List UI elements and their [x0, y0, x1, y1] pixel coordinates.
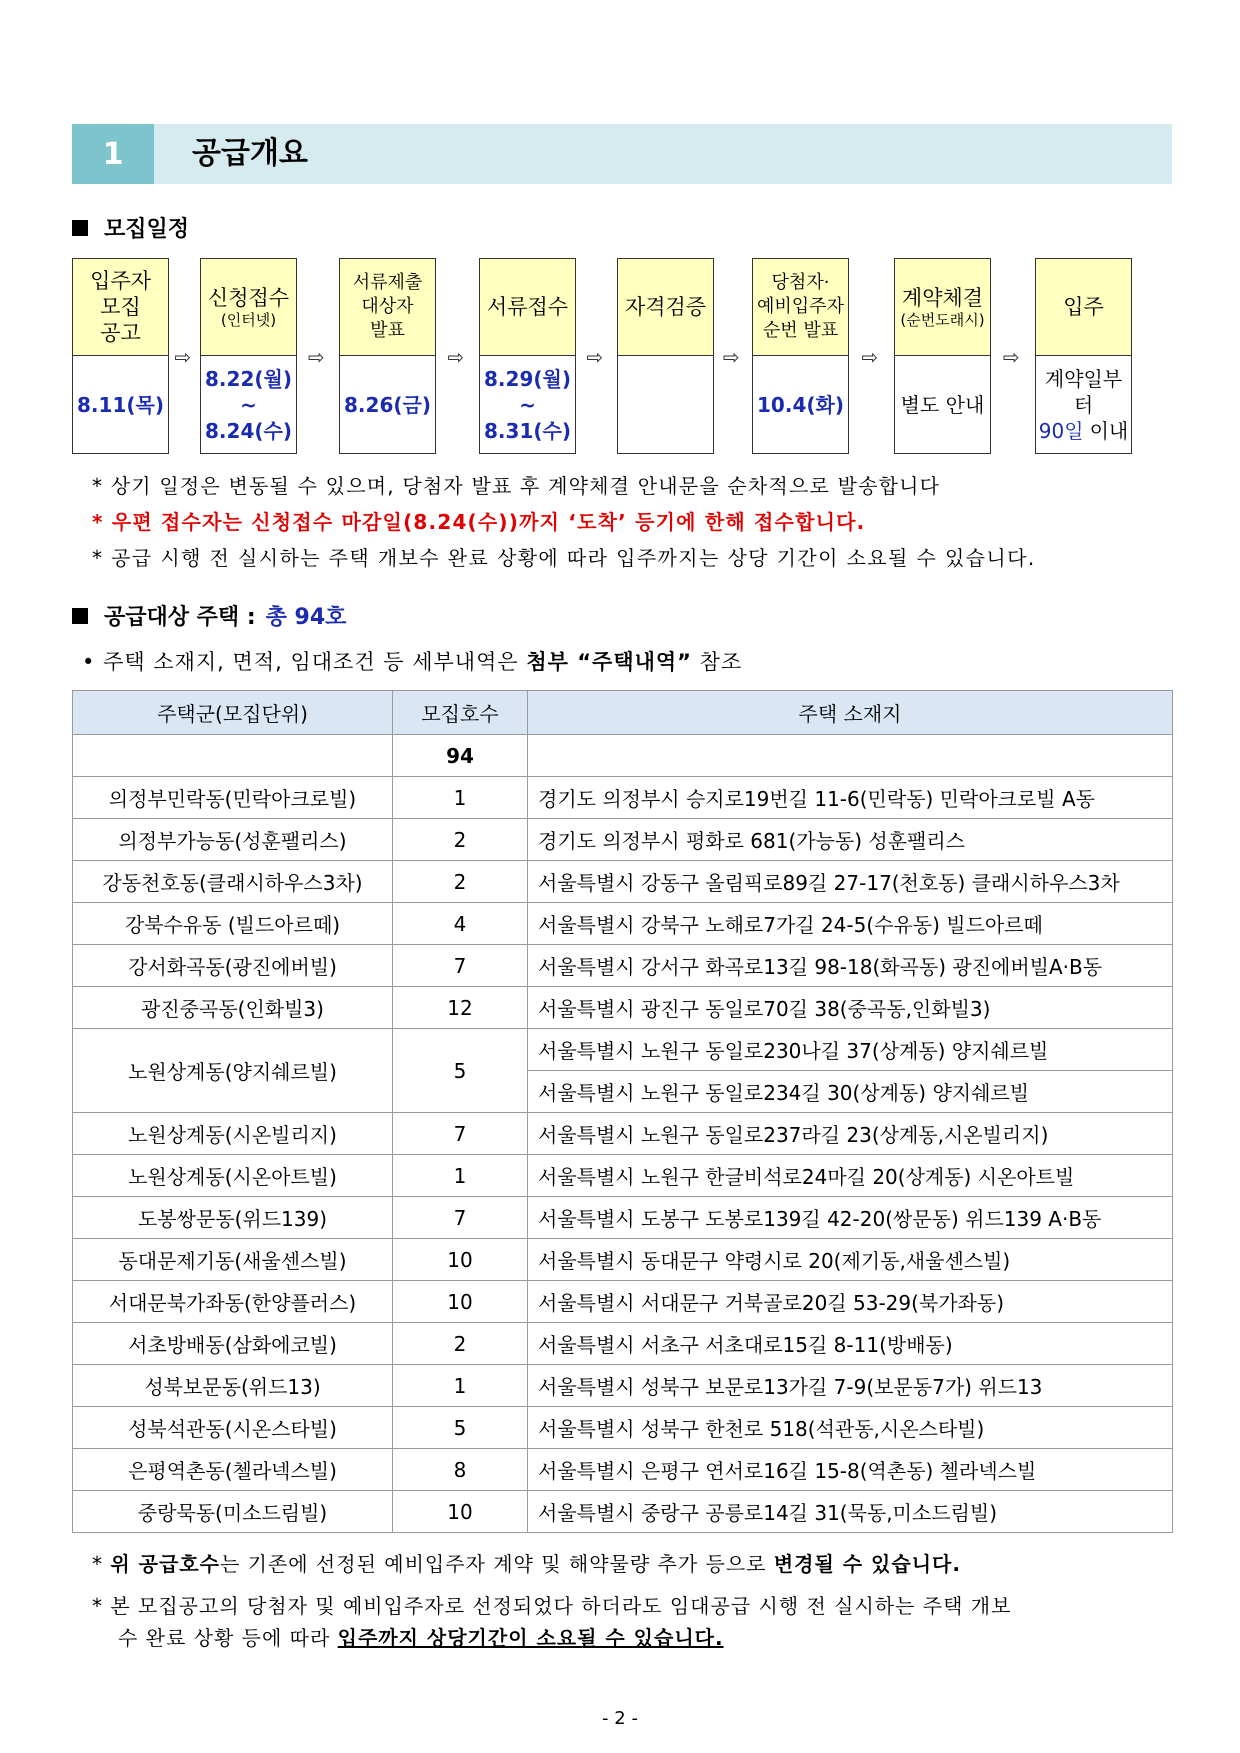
footnote-2: * 본 모집공고의 당첨자 및 예비입주자로 선정되었다 하더라도 임대공급 시행 전 실시하는 주택 개보 수 완료 상황 등에 따라 입주까지 상당기간이 소요될 수 있습니다. — [92, 1594, 1012, 1650]
schedule-step-6 — [752, 258, 849, 454]
step-date: 계약일부터 90일 이내 — [1038, 367, 1129, 443]
step-title: 입주자 모집 공고 — [73, 259, 168, 356]
table-row — [73, 1155, 1173, 1197]
table-row — [73, 1281, 1173, 1323]
address: 서울특별시 강서구 화곡로13길 98-18(화곡동) 광진에버빌A·B동 — [528, 945, 1173, 987]
unit-count: 10 — [393, 1239, 528, 1281]
address: 경기도 의정부시 평화로 681(가능동) 성훈팰리스 — [528, 819, 1173, 861]
supply-table — [72, 690, 1173, 1533]
schedule-note-1: * 상기 일정은 변동될 수 있으며, 당첨자 발표 후 계약체결 안내문을 순차적으로 발송합니다 — [92, 474, 941, 498]
address: 서울특별시 광진구 동일로70길 38(중곡동,인화빌3) — [528, 987, 1173, 1029]
total-count: 94 — [393, 735, 528, 777]
address: 서울특별시 노원구 동일로234길 30(상계동) 양지쉐르빌 — [528, 1071, 1173, 1113]
table-row — [73, 945, 1173, 987]
square-bullet-icon — [72, 220, 88, 236]
housing-group: 성북보문동(위드13) — [73, 1365, 393, 1407]
schedule-step-3 — [339, 258, 436, 454]
address: 서울특별시 서대문구 거북골로20길 53-29(북가좌동) — [528, 1281, 1173, 1323]
housing-group: 광진중곡동(인화빌3) — [73, 987, 393, 1029]
square-bullet-icon — [72, 608, 88, 624]
table-row — [73, 903, 1173, 945]
arrow-right-icon: ⇨ — [174, 345, 192, 369]
table-row — [73, 1113, 1173, 1155]
step-title: 입주 — [1036, 259, 1131, 356]
housing-group: 노원상계동(양지쉐르빌) — [73, 1029, 393, 1113]
table-body — [73, 735, 1173, 1533]
arrow-right-icon: ⇨ — [723, 345, 740, 369]
schedule-heading: 모집일정 — [72, 212, 189, 243]
page-number: - 2 - — [602, 1708, 638, 1729]
unit-count: 7 — [393, 1113, 528, 1155]
table-row — [73, 987, 1173, 1029]
footnote-1: * 위 공급호수는 기존에 선정된 예비입주자 계약 및 해약물량 추가 등으로 변경될 수 있습니다. — [92, 1552, 961, 1576]
step-date: 8.22(월) ~ 8.24(수) — [205, 367, 292, 443]
step-title: 자격검증 — [618, 259, 713, 356]
unit-count: 5 — [393, 1407, 528, 1449]
address: 서울특별시 노원구 동일로230나길 37(상계동) 양지쉐르빌 — [528, 1029, 1173, 1071]
housing-group: 노원상계동(시온빌리지) — [73, 1113, 393, 1155]
table-row — [73, 1407, 1173, 1449]
arrow-right-icon: ⇨ — [1003, 345, 1020, 369]
housing-group: 의정부민락동(민락아크로빌) — [73, 777, 393, 819]
table-row — [73, 1323, 1173, 1365]
housing-group: 서초방배동(삼화에코빌) — [73, 1323, 393, 1365]
step-title: 당첨자· 예비입주자 순번 발표 — [753, 259, 848, 356]
unit-count: 12 — [393, 987, 528, 1029]
housing-group: 강동천호동(클래시하우스3차) — [73, 861, 393, 903]
section-number: 1 — [72, 124, 154, 184]
unit-count: 7 — [393, 945, 528, 987]
unit-count: 1 — [393, 1365, 528, 1407]
table-row — [73, 1449, 1173, 1491]
address: 서울특별시 강북구 노해로7가길 24-5(수유동) 빌드아르떼 — [528, 903, 1173, 945]
step-title: 계약체결 (순번도래시) — [895, 259, 990, 356]
housing-group: 강서화곡동(광진에버빌) — [73, 945, 393, 987]
supply-heading: 공급대상 주택 : 총 94호 — [72, 600, 346, 631]
housing-group: 성북석관동(시온스타빌) — [73, 1407, 393, 1449]
unit-count: 1 — [393, 777, 528, 819]
housing-group: 중랑묵동(미소드림빌) — [73, 1491, 393, 1533]
header-address: 주택 소재지 — [528, 691, 1173, 735]
unit-count: 2 — [393, 1323, 528, 1365]
table-row — [73, 1365, 1173, 1407]
housing-group: 은평역촌동(첼라넥스빌) — [73, 1449, 393, 1491]
step-date: 8.11(목) — [77, 393, 164, 417]
table-row — [73, 819, 1173, 861]
schedule-note-2: * 우편 접수자는 신청접수 마감일(8.24(수))까지 ‘도착’ 등기에 한해 접수합니다. — [92, 510, 866, 534]
address: 서울특별시 중랑구 공릉로14길 31(묵동,미소드림빌) — [528, 1491, 1173, 1533]
step-date: 별도 안내 — [900, 393, 985, 417]
step-date: 10.4(화) — [757, 393, 844, 417]
table-row — [73, 1029, 1173, 1071]
section-title: 공급개요 — [192, 136, 308, 171]
address: 서울특별시 강동구 올림픽로89길 27-17(천호동) 클래시하우스3차 — [528, 861, 1173, 903]
schedule-step-5 — [617, 258, 714, 454]
unit-count: 4 — [393, 903, 528, 945]
address: 서울특별시 성북구 한천로 518(석관동,시온스타빌) — [528, 1407, 1173, 1449]
housing-group: 노원상계동(시온아트빌) — [73, 1155, 393, 1197]
supply-bullet: • 주택 소재지, 면적, 임대조건 등 세부내역은 첨부 “주택내역” 참조 — [82, 650, 743, 674]
unit-count: 1 — [393, 1155, 528, 1197]
unit-count: 5 — [393, 1029, 528, 1113]
step-title: 서류제출 대상자 발표 — [340, 259, 435, 356]
header-group: 주택군(모집단위) — [73, 691, 393, 735]
address: 서울특별시 노원구 동일로237라길 23(상계동,시온빌리지) — [528, 1113, 1173, 1155]
schedule-step-4 — [479, 258, 576, 454]
unit-count: 10 — [393, 1491, 528, 1533]
address: 서울특별시 도봉구 도봉로139길 42-20(쌍문동) 위드139 A·B동 — [528, 1197, 1173, 1239]
step-date: 8.26(금) — [344, 393, 431, 417]
table-row — [73, 1197, 1173, 1239]
arrow-right-icon: ⇨ — [586, 345, 604, 369]
step-date: 8.29(월) ~ 8.31(수) — [484, 367, 571, 443]
unit-count: 7 — [393, 1197, 528, 1239]
header-count: 모집호수 — [393, 691, 528, 735]
table-header-row — [73, 691, 1173, 735]
supply-total: 총 94호 — [265, 605, 347, 630]
table-row — [73, 777, 1173, 819]
arrow-right-icon: ⇨ — [447, 345, 465, 369]
address: 서울특별시 은평구 연서로16길 15-8(역촌동) 첼라넥스빌 — [528, 1449, 1173, 1491]
unit-count: 2 — [393, 819, 528, 861]
schedule-step-1 — [72, 258, 169, 454]
schedule-note-3: * 공급 시행 전 실시하는 주택 개보수 완료 상황에 따라 입주까지는 상당 기간이 소요될 수 있습니다. — [92, 546, 1036, 570]
address: 서울특별시 성북구 보문로13가길 7-9(보문동7가) 위드13 — [528, 1365, 1173, 1407]
housing-group: 동대문제기동(새울센스빌) — [73, 1239, 393, 1281]
arrow-right-icon: ⇨ — [308, 345, 325, 369]
table-total-row — [73, 735, 1173, 777]
schedule-step-2 — [200, 258, 297, 454]
unit-count: 2 — [393, 861, 528, 903]
address: 서울특별시 동대문구 약령시로 20(제기동,새울센스빌) — [528, 1239, 1173, 1281]
step-date — [618, 356, 713, 454]
housing-group: 강북수유동 (빌드아르떼) — [73, 903, 393, 945]
step-title: 신청접수 (인터넷) — [201, 259, 296, 356]
address: 경기도 의정부시 승지로19번길 11-6(민락동) 민락아크로빌 A동 — [528, 777, 1173, 819]
housing-group: 서대문북가좌동(한양플러스) — [73, 1281, 393, 1323]
schedule-step-7 — [894, 258, 991, 454]
table-row — [73, 1491, 1173, 1533]
table-row — [73, 861, 1173, 903]
arrow-right-icon: ⇨ — [861, 345, 879, 369]
section-header — [72, 124, 1172, 184]
schedule-step-8 — [1035, 258, 1132, 454]
bullet-dot-icon: • — [82, 650, 96, 674]
housing-group: 도봉쌍문동(위드139) — [73, 1197, 393, 1239]
step-title: 서류접수 — [480, 259, 575, 356]
address: 서울특별시 서초구 서초대로15길 8-11(방배동) — [528, 1323, 1173, 1365]
unit-count: 8 — [393, 1449, 528, 1491]
address: 서울특별시 노원구 한글비석로24마길 20(상계동) 시온아트빌 — [528, 1155, 1173, 1197]
table-row — [73, 1239, 1173, 1281]
unit-count: 10 — [393, 1281, 528, 1323]
housing-group: 의정부가능동(성훈팰리스) — [73, 819, 393, 861]
